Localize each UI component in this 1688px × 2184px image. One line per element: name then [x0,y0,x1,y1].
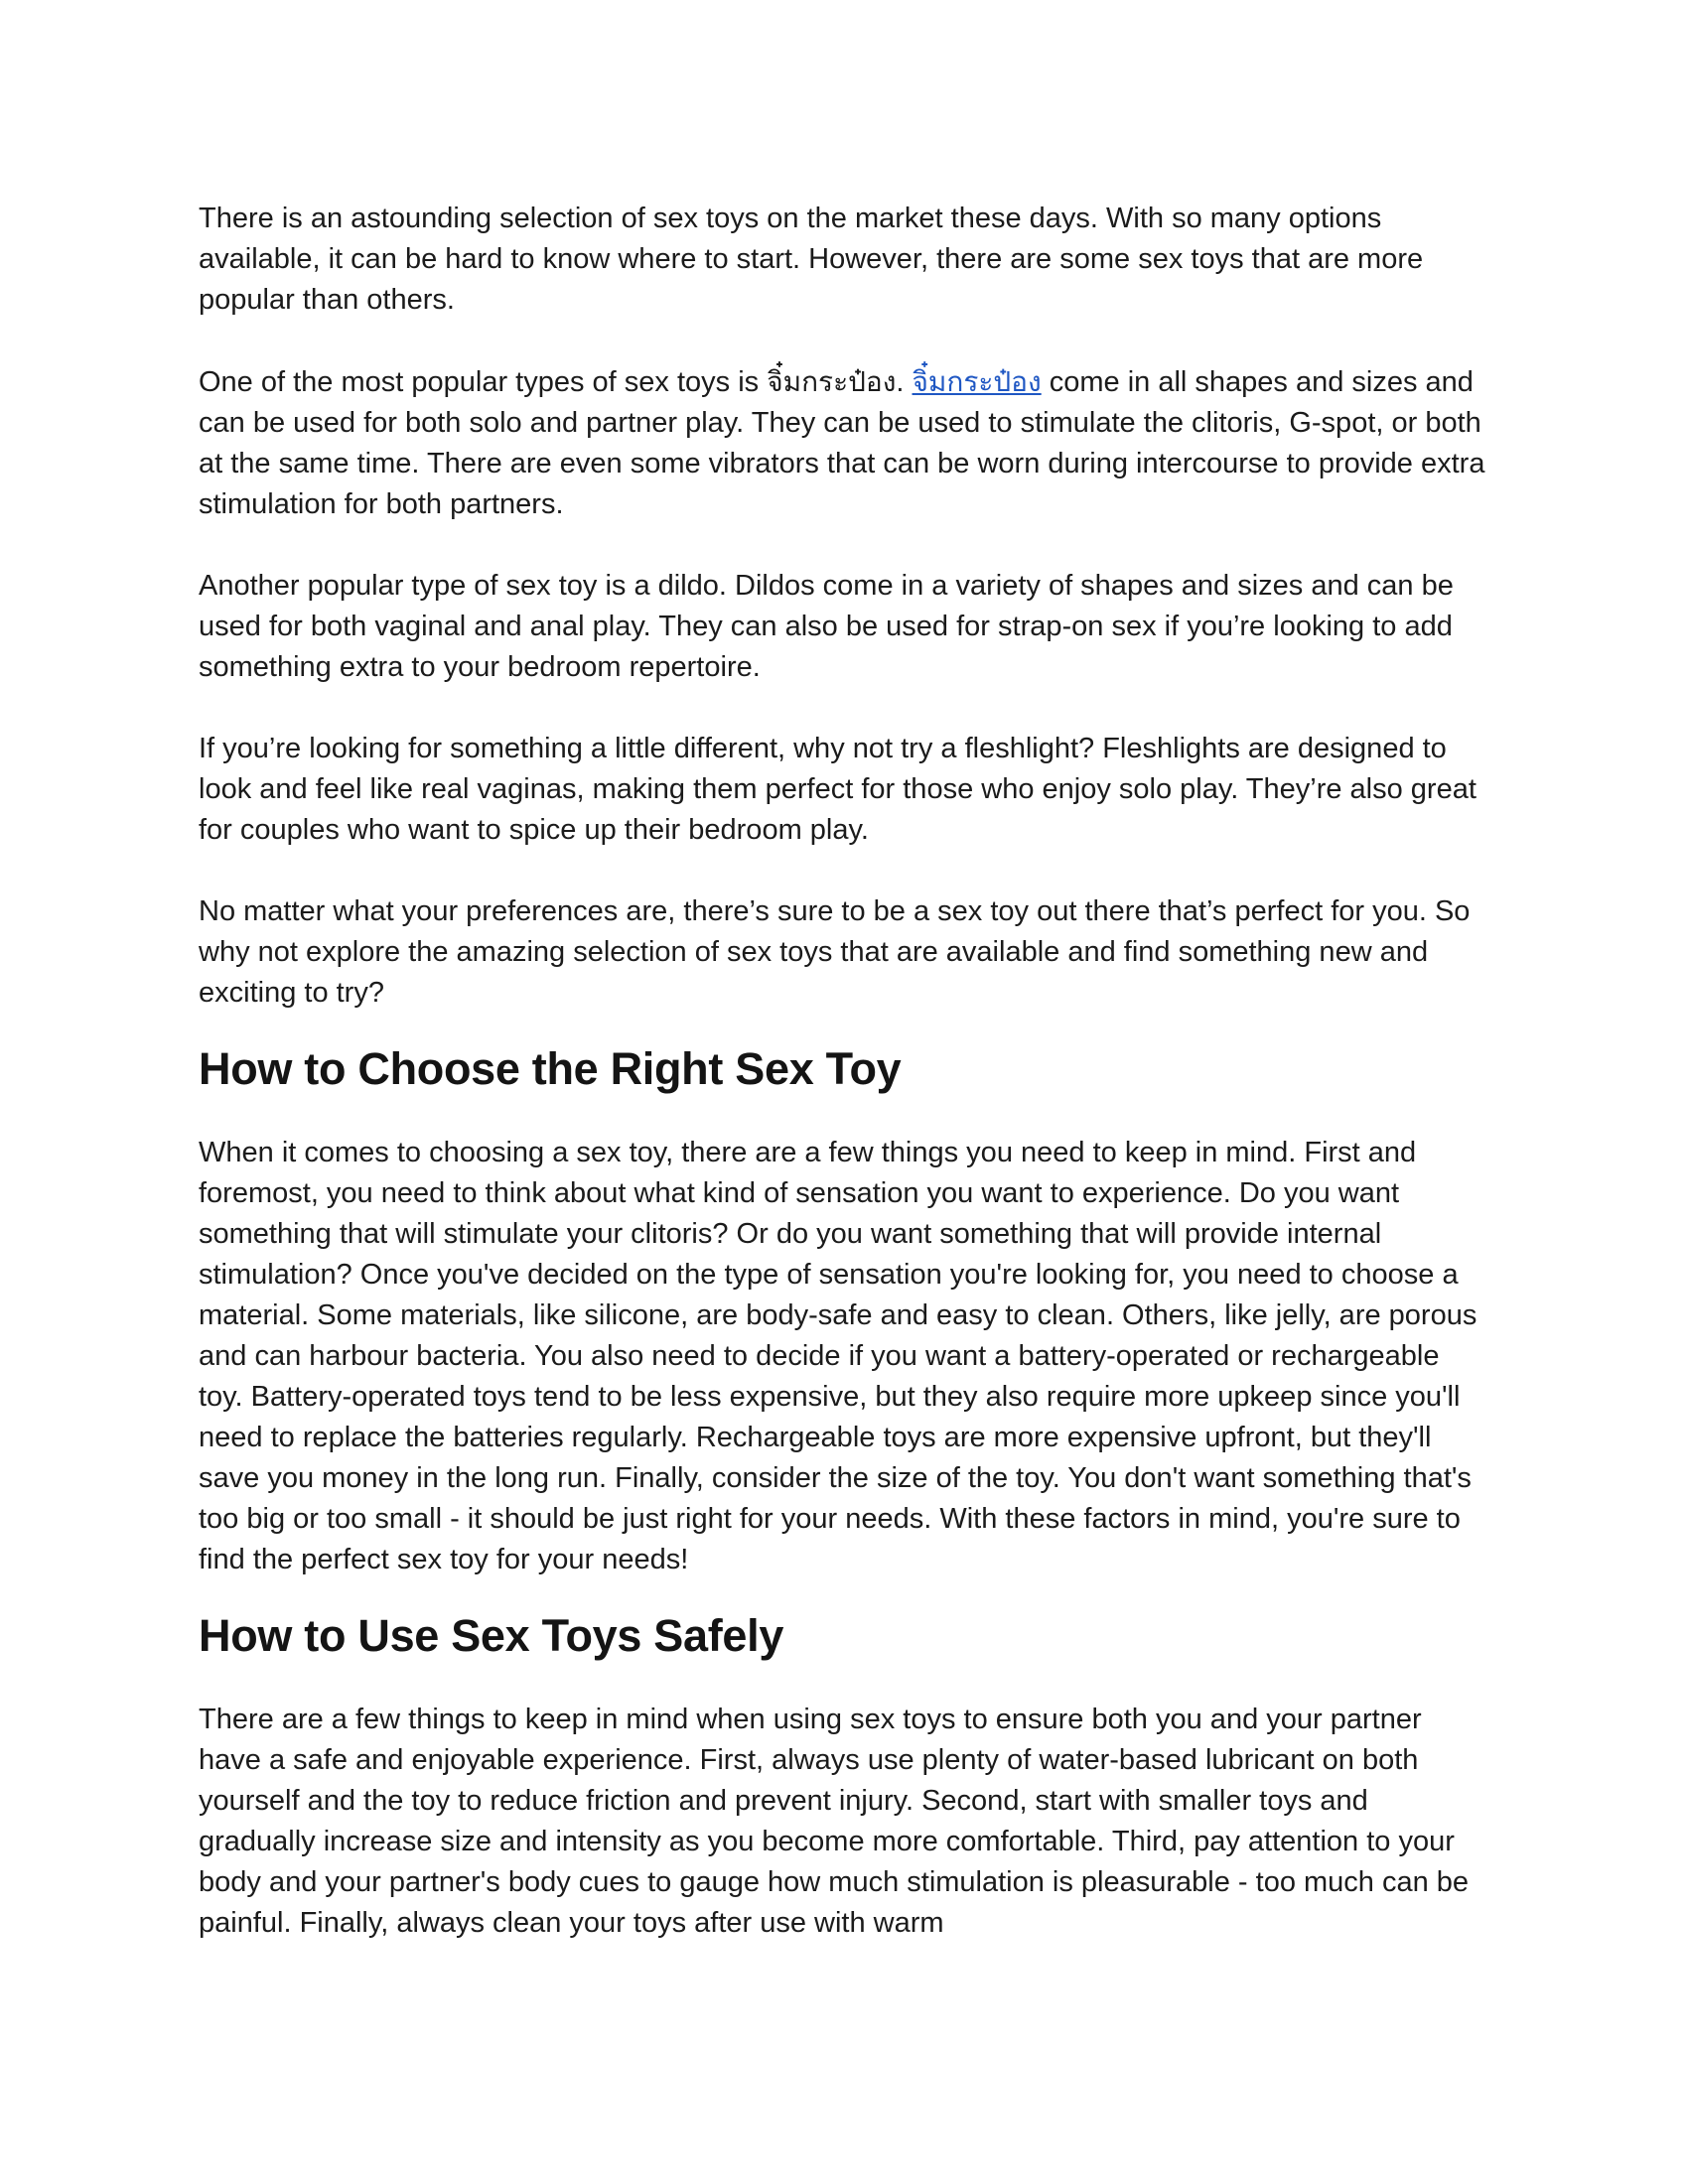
paragraph-text: . [896,366,913,398]
document-body [199,199,1491,1984]
paragraph-preferences: No matter what your preferences are, there’s sure to be a sex toy out there that’s perfect for you. So why not explore the amazing selection of sex toys that are available and find something new and exciting to try? [199,895,1471,1009]
thai-term-link[interactable]: จิ๋มกระป๋อง [912,365,1042,398]
paragraph-popular-types [199,361,1491,525]
thai-term: จิ๋มกระป๋อง [767,365,897,398]
heading-choose: How to Choose the Right Sex Toy [199,1043,902,1094]
paragraph-dildo: Another popular type of sex toy is a dildo. Dildos come in a variety of shapes and sizes and can be used for both vaginal and anal play. They can also be used for strap-on sex if you’re looking to add something extra to your bedroom repertoire. [199,570,1454,683]
paragraph-text: One of the most popular types of sex toys is [199,366,768,398]
paragraph-fleshlight: If you’re looking for something a little different, why not try a fleshlight? Fleshlights are designed to look and feel like real vaginas, making them perfect for those who enjoy solo play. They’re also great for couples who want to spice up their bedroom play. [199,733,1477,846]
paragraph-safety: There are a few things to keep in mind when using sex toys to ensure both you and your partner have a safe and enjoyable experience. First, always use plenty of water-based lubricant on both yourself and the toy to reduce friction and prevent injury. Second, start with smaller toys and gradually increase size and intensity as you become more comfortable. Third, pay attention to your body and your partner's body cues to gauge how much stimulation is pleasurable - too much can be painful. Finally, always clean your toys after use with warm [199,1704,1470,1939]
paragraph-choose: When it comes to choosing a sex toy, there are a few things you need to keep in mind. First and foremost, you need to think about what kind of sensation you want to experience. Do you want something that will stimulate your clitoris? Or do you want something that will provide internal stimulation? Once you've decided on the type of sensation you're looking for, you need to choose a material. Some materials, like silicone, are body-safe and easy to clean. Others, like jelly, are porous and can harbour bacteria. You also need to decide if you want a battery-operated or rechargeable toy. Battery-operated toys tend to be less expensive, but they also require more upkeep since you'll need to replace the batteries regularly. Rechargeable toys are more expensive upfront, but they'll save you money in the long run. Finally, consider the size of the toy. You don't want something that's too big or too small - it should be just right for your needs. With these factors in mind, you're sure to find the perfect sex toy for your needs! [199,1137,1477,1575]
heading-safety: How to Use Sex Toys Safely [199,1610,784,1661]
paragraph-intro: There is an astounding selection of sex toys on the market these days. With so many options available, it can be hard to know where to start. However, there are some sex toys that are more popular than others. [199,203,1424,316]
paragraph-text: come in all shapes and sizes and can be used for both solo and partner play. They can be used to stimulate the clitoris, G-spot, or both at the same time. There are even some vibrators that can be worn during intercourse to provide extra stimulation for both partners. [199,366,1485,520]
